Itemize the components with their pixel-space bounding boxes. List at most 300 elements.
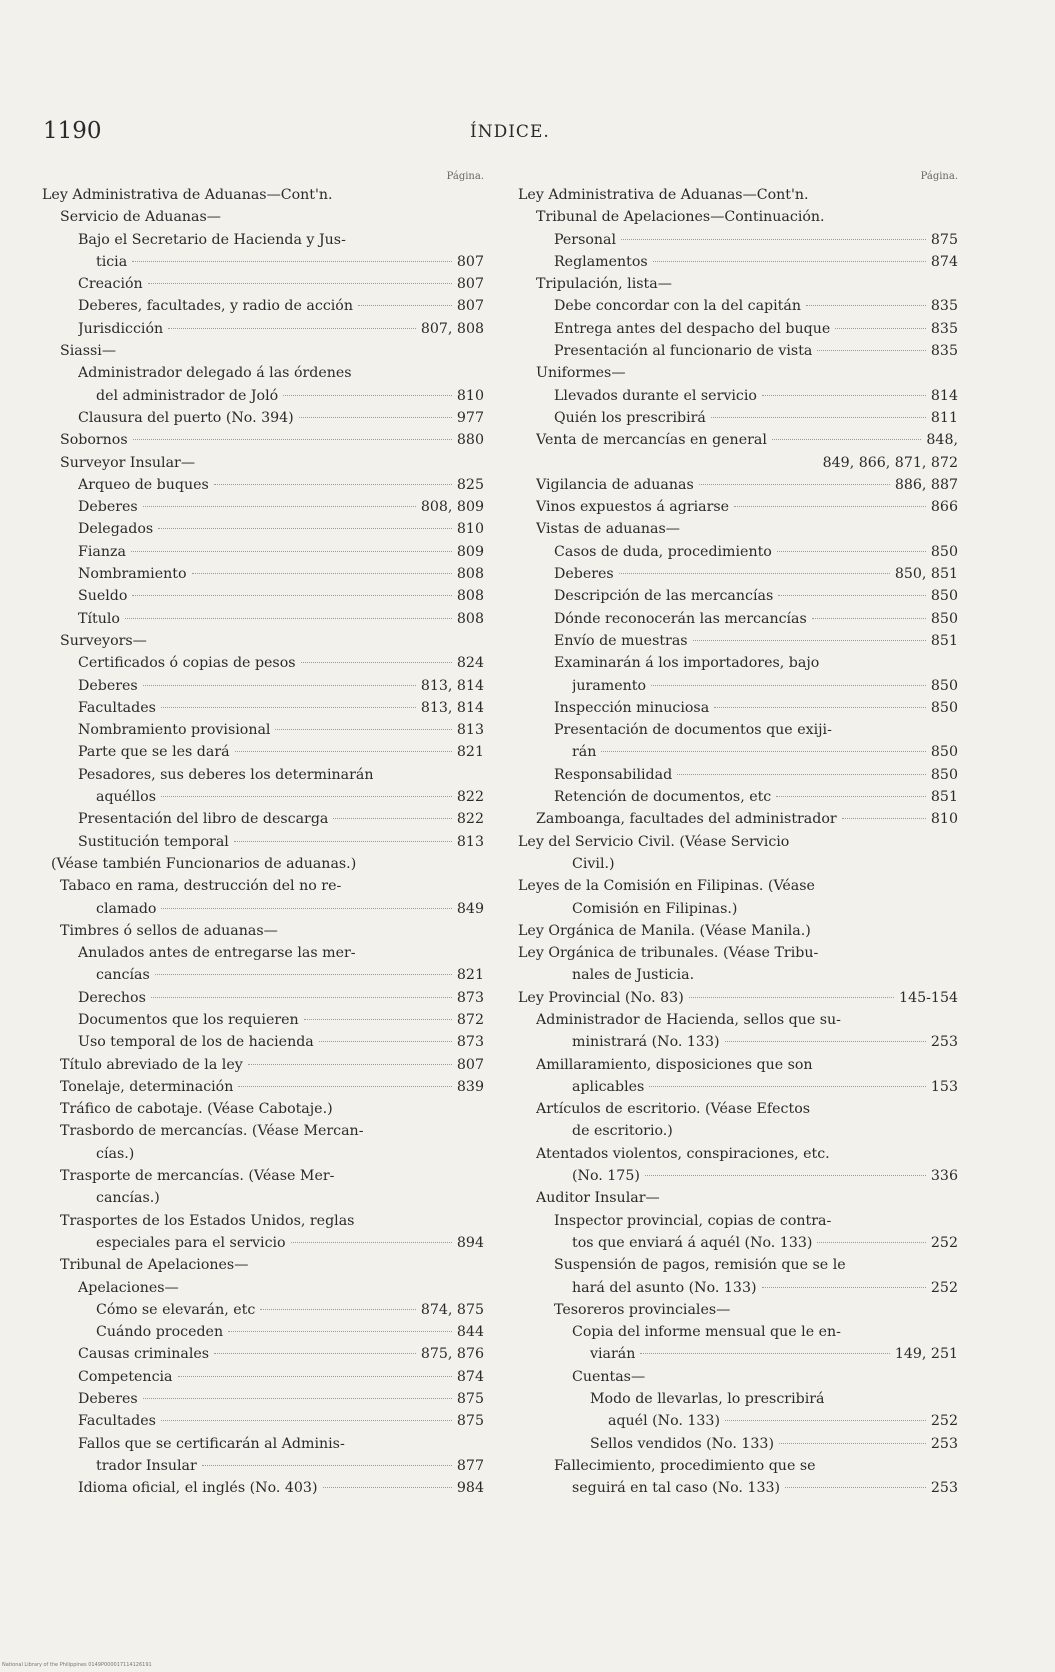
page-ref: 873 [456,1034,484,1051]
dot-leader [291,1242,452,1243]
dot-leader [333,818,452,819]
index-entry [518,1254,958,1276]
page-ref: 336 [930,1168,958,1185]
entry-text: Ley Administrativa de Aduanas—Cont'n. [518,187,809,203]
entry-text: Civil.) [572,855,615,872]
index-entry [518,853,958,875]
dot-leader [601,751,926,752]
dot-leader [653,261,926,262]
page-ref: 824 [456,655,484,672]
dot-leader [143,506,416,507]
page-ref: 807 [456,298,484,315]
index-entry [42,853,484,875]
entry-text: Amillaramiento, disposiciones que son [536,1056,813,1073]
entry-text: Deberes [554,566,614,583]
entry-text: Trasporte de mercancías. (Véase Mer- [60,1168,335,1185]
index-entry [518,719,958,741]
entry-text: Uso temporal de los de hacienda [78,1034,314,1051]
dot-leader [161,1420,452,1421]
index-entry [518,831,958,853]
entry-text: Casos de duda, procedimiento [554,543,772,560]
index-entry [518,1120,958,1142]
index-entry [518,1299,958,1321]
page-ref: 874 [930,253,958,270]
index-entry [518,1477,958,1499]
index-entry [518,385,958,407]
index-entry [42,1120,484,1142]
index-entry [518,452,958,474]
page-ref: 875, 876 [420,1346,484,1363]
index-entry [42,652,484,674]
index-entry [42,407,484,429]
dot-leader [131,551,452,552]
entry-text: viarán [590,1346,636,1363]
dot-leader [762,1287,926,1288]
index-entry [42,808,484,830]
entry-text: Vistas de aduanas— [536,521,680,538]
index-entry [42,362,484,384]
index-entry [42,1477,484,1499]
index-entry [42,496,484,518]
index-entry [518,1433,958,1455]
entry-text: ministrará (No. 133) [572,1034,720,1051]
page-number: 1190 [43,118,102,144]
dot-leader [158,528,452,529]
entry-text: Tribunal de Apelaciones—Continuación. [536,209,825,226]
index-entry [42,206,484,228]
entry-text: tos que enviará á aquél (No. 133) [572,1234,813,1251]
index-entry [518,318,958,340]
entry-text: Deberes [78,677,138,694]
entry-text: Ley Provincial (No. 83) [518,989,684,1006]
dot-leader [235,751,452,752]
page-ref: 252 [930,1413,958,1430]
dot-leader [817,1242,925,1243]
entry-text: Ley Orgánica de Manila. (Véase Manila.) [518,922,811,939]
entry-text: Deberes, facultades, y radio de acción [78,298,353,315]
index-entry [42,987,484,1009]
page-ref: 977 [456,409,484,426]
entry-text: Inspector provincial, copias de contra- [554,1212,832,1229]
index-entry [518,630,958,652]
page-ref: 875 [456,1413,484,1430]
dot-leader [161,796,452,797]
index-entry [518,1165,958,1187]
entry-text: Entrega antes del despacho del buque [554,320,831,337]
page-ref: 851 [930,632,958,649]
entry-text: juramento [572,677,647,694]
index-entry [42,719,484,741]
dot-leader [812,618,926,619]
entry-text: Apelaciones— [78,1279,179,1296]
entry-text: Presentación de documentos que exiji- [554,722,832,739]
entry-text: Título abreviado de la ley [60,1056,243,1073]
index-entry [42,563,484,585]
entry-text: Cómo se elevarán, etc [96,1301,256,1318]
entry-text: Retención de documentos, etc [554,789,772,806]
page-ref: 874 [456,1368,484,1385]
entry-text: Idioma oficial, el inglés (No. 403) [78,1480,318,1497]
dot-leader [817,350,926,351]
index-entry [42,273,484,295]
index-entry [518,1366,958,1388]
entry-text: Jurisdicción [78,320,164,337]
page-ref: 807 [456,1056,484,1073]
column-label: Página. [446,171,484,182]
entry-text: Administrador delegado á las órdenes [78,365,352,382]
index-entry [42,831,484,853]
entry-text: Presentación al funcionario de vista [554,343,813,360]
entry-text: Parte que se les dará [78,744,230,761]
dot-leader [779,1443,926,1444]
index-entry [42,452,484,474]
entry-text: Ley Administrativa de Aduanas—Cont'n. [42,187,333,203]
entry-text: seguirá en tal caso (No. 133) [572,1480,781,1497]
entry-text: Sellos vendidos (No. 133) [590,1435,774,1452]
index-entry [42,1410,484,1432]
index-entry [518,675,958,697]
entry-text: Vinos expuestos á agriarse [536,499,730,516]
page-ref: 844 [456,1324,484,1341]
page-ref: 866 [930,499,958,516]
index-entry [518,362,958,384]
entry-text: Competencia [78,1368,173,1385]
entry-text: rán [572,744,597,761]
page-ref: 984 [456,1480,484,1497]
dot-leader [161,707,416,708]
entry-text: Facultades [78,1413,156,1430]
dot-leader [689,997,894,998]
index-entry [518,920,958,942]
dot-leader [283,395,452,396]
dot-leader [125,618,452,619]
index-entry [42,630,484,652]
entry-text: hará del asunto (No. 133) [572,1279,757,1296]
entry-text: Atentados violentos, conspiraciones, etc. [536,1145,830,1162]
index-entry [42,541,484,563]
page-ref: 875 [930,231,958,248]
index-entry [42,1054,484,1076]
index-entry [518,251,958,273]
entry-text: (Véase también Funcionarios de aduanas.) [51,855,357,872]
page-ref: 839 [456,1078,484,1095]
dot-leader [714,707,926,708]
page-ref: 850, 851 [894,566,958,583]
index-entry [518,1076,958,1098]
page-ref: 872 [456,1011,484,1028]
entry-text: Debe concordar con la del capitán [554,298,801,315]
entry-text: Tesoreros provinciales— [554,1301,731,1318]
page-ref: 252 [930,1279,958,1296]
dot-leader [151,997,452,998]
dot-leader [168,328,416,329]
entry-text: Artículos de escritorio. (Véase Efectos [536,1101,811,1118]
page-ref: 850 [930,543,958,560]
index-entry [518,1210,958,1232]
page-ref: 880 [456,432,484,449]
dot-leader [319,1041,452,1042]
page-ref: 813, 814 [420,699,484,716]
page-ref: 810 [456,387,484,404]
page-ref: 874, 875 [420,1301,484,1318]
dot-leader [248,1064,452,1065]
index-entry [42,585,484,607]
dot-leader [762,395,926,396]
entry-text: Creación [78,276,143,293]
index-entry [42,518,484,540]
page-ref: 835 [930,320,958,337]
dot-leader [725,1041,926,1042]
page-ref: 849 [456,900,484,917]
page-ref: 814 [930,387,958,404]
entry-text: Venta de mercancías en general [536,432,767,449]
entry-text: Comisión en Filipinas.) [572,900,738,917]
entry-text: Título [78,610,120,627]
index-entry [518,741,958,763]
dot-leader [645,1175,926,1176]
entry-text: Presentación del libro de descarga [78,811,329,828]
page-ref: 835 [930,343,958,360]
index-entry [518,1098,958,1120]
page-ref: 153 [930,1078,958,1095]
column-label: Página. [920,171,958,182]
entry-text: Delegados [78,521,154,538]
entry-text: de escritorio.) [572,1123,673,1140]
page-ref: 850 [930,744,958,761]
dot-leader [778,595,926,596]
entry-text: Deberes [78,499,138,516]
entry-text: Nombramiento [78,566,187,583]
page-ref: 252 [930,1234,958,1251]
entry-text: Examinarán á los importadores, bajo [554,655,820,672]
dot-leader [178,1376,452,1377]
dot-leader [155,974,452,975]
page-ref: 821 [456,967,484,984]
page-ref: 821 [456,744,484,761]
page-ref: 810 [930,811,958,828]
entry-text: Tripulación, lista— [536,276,672,293]
index-entry [518,875,958,897]
index-entry [42,964,484,986]
entry-text: Bajo el Secretario de Hacienda y Jus- [78,231,346,248]
index-entry [42,184,484,206]
index-entry [42,295,484,317]
entry-text: Tráfico de cabotaje. (Véase Cabotaje.) [60,1101,333,1118]
index-entry [518,898,958,920]
dot-leader [161,908,451,909]
library-footer: National Library of the Philippines 0149P000017114126191 [2,1662,152,1668]
entry-text: Zamboanga, facultades del administrador [536,811,837,828]
index-entry [42,385,484,407]
dot-leader [842,818,926,819]
dot-leader [133,439,452,440]
page-ref: 886, 887 [894,476,958,493]
entry-text: Nombramiento provisional [78,722,271,739]
entry-text: Administrador de Hacienda, sellos que su- [536,1011,841,1028]
index-entry [42,1009,484,1031]
index-entry [42,898,484,920]
index-entry [42,875,484,897]
dot-leader [806,305,926,306]
index-entry [518,1455,958,1477]
index-entry [42,1433,484,1455]
index-entry [518,407,958,429]
index-entry [518,229,958,251]
index-entry [518,1232,958,1254]
entry-text: Clausura del puerto (No. 394) [78,409,294,426]
entry-text: Leyes de la Comisión en Filipinas. (Véase [518,878,815,895]
entry-text: aquél (No. 133) [608,1413,720,1430]
entry-text: Anulados antes de entregarse las mer- [78,945,356,962]
dot-leader [651,685,926,686]
dot-leader [323,1487,452,1488]
entry-text: nales de Justicia. [572,967,695,984]
dot-leader [260,1309,415,1310]
index-column-right [518,170,958,1500]
index-entry [42,1187,484,1209]
index-entry [42,1455,484,1477]
page-ref: 850 [930,588,958,605]
index-entry [42,942,484,964]
index-entry [42,1031,484,1053]
index-entry [518,1277,958,1299]
index-entry [42,429,484,451]
entry-text: Derechos [78,989,146,1006]
index-entry [42,474,484,496]
page-ref: 808, 809 [420,499,484,516]
entry-text: Quién los prescribirá [554,409,706,426]
index-entry [518,942,958,964]
dot-leader [132,261,452,262]
entry-text: cancías.) [96,1190,160,1207]
entry-text: Sustitución temporal [78,833,229,850]
index-entry [518,1187,958,1209]
entry-text: Trasportes de los Estados Unidos, reglas [60,1212,355,1229]
entry-text: Copia del informe mensual que le en- [572,1324,841,1341]
index-entry [42,1210,484,1232]
index-entry [42,1299,484,1321]
dot-leader [711,417,926,418]
index-entry [518,1054,958,1076]
entry-text: Pesadores, sus deberes los determinarán [78,766,374,783]
index-entry [518,1410,958,1432]
entry-text: Servicio de Aduanas— [60,209,221,226]
index-entry [42,1143,484,1165]
index-entry [42,1343,484,1365]
entry-text: Inspección minuciosa [554,699,710,716]
index-entry [42,340,484,362]
index-entry [518,964,958,986]
index-entry [42,1277,484,1299]
index-entry [518,184,958,206]
page-ref: 808 [456,610,484,627]
index-entry [518,1009,958,1031]
entry-list [42,184,484,1500]
page-ref: 809 [456,543,484,560]
page-ref: 825 [456,476,484,493]
index-entry [518,786,958,808]
index-entry [42,1098,484,1120]
dot-leader [699,484,890,485]
index-entry [42,764,484,786]
page-ref: 851 [930,789,958,806]
dot-leader [693,640,926,641]
dot-leader [734,506,926,507]
entry-text: Deberes [78,1391,138,1408]
index-entry [518,1343,958,1365]
entry-text: Envío de muestras [554,632,688,649]
dot-leader [785,1487,926,1488]
index-entry [518,474,958,496]
index-entry [42,229,484,251]
entry-text: Reglamentos [554,253,648,270]
page-ref: 253 [930,1435,958,1452]
page-ref: 848, [926,432,958,449]
entry-text: Sueldo [78,588,128,605]
dot-leader [649,1086,926,1087]
index-entry [518,1321,958,1343]
entry-text: Tonelaje, determinación [60,1078,234,1095]
index-entry [42,675,484,697]
entry-text: Facultades [78,699,156,716]
entry-text: del administrador de Joló [96,387,279,404]
dot-leader [640,1353,889,1354]
index-column-left [42,170,484,1500]
entry-text: ticia [96,253,128,270]
page-ref: 811 [930,409,958,426]
page-ref: 813 [456,722,484,739]
entry-text: Suspensión de pagos, remisión que se le [554,1257,846,1274]
dot-leader [835,328,926,329]
page-ref: 149, 251 [894,1346,958,1363]
page-ref: 253 [930,1034,958,1051]
dot-leader [772,439,922,440]
index-entry [42,1321,484,1343]
index-entry [42,1076,484,1098]
entry-text: Fianza [78,543,126,560]
page-ref: 873 [456,989,484,1006]
page-ref: 807, 808 [420,320,484,337]
index-entry [518,585,958,607]
index-entry [518,1031,958,1053]
entry-text: Certificados ó copias de pesos [78,655,296,672]
index-entry [42,786,484,808]
entry-text: Surveyors— [60,632,147,649]
page-ref: 894 [456,1234,484,1251]
page-ref: 813 [456,833,484,850]
index-entry [518,518,958,540]
page-ref: 877 [456,1457,484,1474]
dot-leader [619,573,890,574]
page-ref: 850 [930,610,958,627]
page-ref: 875 [456,1391,484,1408]
dot-leader [214,1353,416,1354]
dot-leader [132,595,451,596]
entry-text: Sobornos [60,432,128,449]
page-ref: 850 [930,766,958,783]
index-entry [518,1388,958,1410]
dot-leader [228,1331,452,1332]
dot-leader [621,239,926,240]
dot-leader [234,841,452,842]
index-entry [518,496,958,518]
index-entry [42,251,484,273]
index-entry [42,1366,484,1388]
entry-text: Fallos que se certificarán al Adminis- [78,1435,345,1452]
entry-text: Personal [554,231,617,248]
index-entry [42,1388,484,1410]
dot-leader [202,1465,452,1466]
